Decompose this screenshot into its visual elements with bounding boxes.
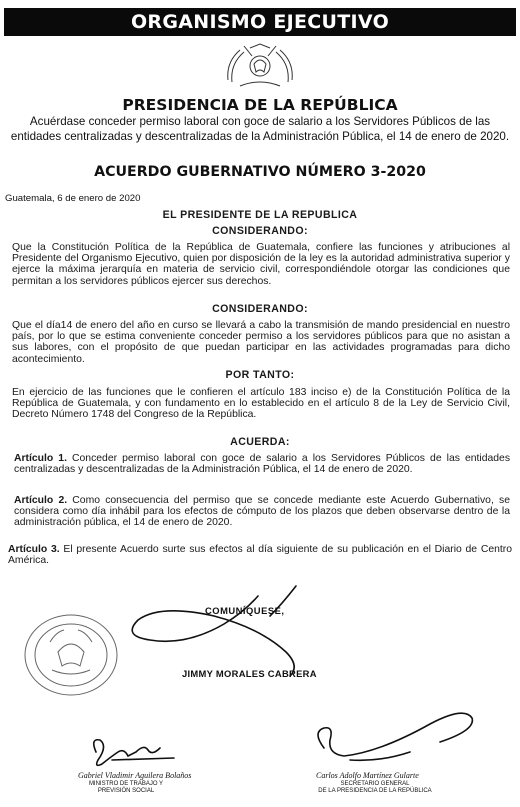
article-2 [14,495,510,529]
coat-of-arms-icon [220,42,300,90]
secretary-title [310,781,440,795]
secretary-title-line-2: DE LA PRESIDENCIA DE LA REPÚBLICA [318,788,432,794]
minister-name: Gabriel Vladimir Aguilera Bolaños [78,771,192,780]
secretary-name: Carlos Adolfo Martínez Gularte [316,771,419,780]
portanto-paragraph: En ejercicio de las funciones que le confieren el artículo 183 inciso e) de la Constitución Política de la República de Guatemala, y con fundamento en lo establecido en el artículo 8 de la Ley de Servicio Civil, Decreto Número 1748 del Congreso de la República. [12,387,510,421]
article-2-label: Artículo 2. [14,495,68,506]
president-name: JIMMY MORALES CABRERA [182,668,317,679]
acuerda-heading: ACUERDA: [230,436,290,448]
minister-title-line-1: MINISTRO DE TRABAJO Y [88,781,164,787]
article-1-label: Artículo 1. [14,453,67,464]
closing-text: COMUNÍQUESE, [205,605,285,616]
agreement-title: ACUERDO GUBERNATIVO NÚMERO 3-2020 [94,164,426,180]
article-1 [14,453,510,475]
place-date: Guatemala, 6 de enero de 2020 [5,193,141,204]
article-3-text: El presente Acuerdo surte sus efectos al día siguiente de su publicación en el Diario de Centro América. [8,544,513,567]
considerando-heading-2: CONSIDERANDO: [212,303,308,315]
portanto-heading: POR TANTO: [225,369,295,381]
article-3-label: Artículo 3. [8,544,60,555]
summary-text: Acuérdase conceder permiso laboral con goce de salario a los Servidores Públicos de las entidades centralizadas y descentralizadas de la Administración Pública, el 14 de enero de 2020. [10,115,510,143]
considerando-heading-1: CONSIDERANDO: [212,225,308,237]
article-1-text: Conceder permiso laboral con goce de salario a los Servidores Públicos de las entidades centralizadas y descentralizadas de la Administración Pública, el 14 de enero de 2020. [14,453,511,476]
section-banner: ORGANISMO EJECUTIVO [4,8,516,36]
secretary-title-line-1: SECRETARIO GENERAL [340,781,410,787]
minister-title-line-2: PREVISIÓN SOCIAL [97,788,155,794]
page-title: PRESIDENCIA DE LA REPÚBLICA [122,96,398,114]
minister-title [86,781,166,795]
considerando-paragraph-1: Que la Constitución Política de la República de Guatemala, confiere las funciones y atribuciones al Presidente del Organismo Ejecutivo, quien por disposición de la ley es la autoridad administrativa superior y ejerce la máxima jerarquía en materia de servicio civil, correspondiéndole otorgar las condiciones que permitan a los servidores públicos ejercer sus derechos. [12,242,510,287]
article-3 [8,544,512,566]
article-2-text: Como consecuencia del permiso que se concede mediante este Acuerdo Gubernativo, se considera como día inhábil para los efectos de cómputo de los plazos que deben observarse dentro de la administración pública, el 14 de enero de 2020. [14,495,510,529]
considerando-paragraph-2: Que el día14 de enero del año en curso se llevará a cabo la transmisión de mando presidencial en nuestro país, por lo que se estima conveniente conceder permiso a los servidores públicos para que no asistan a sus labores, con el propósito de que puedan participar en las actividades programadas para dicho acontecimiento. [12,320,510,365]
presidential-seal-icon [22,612,120,698]
president-heading: EL PRESIDENTE DE LA REPUBLICA [162,209,358,221]
